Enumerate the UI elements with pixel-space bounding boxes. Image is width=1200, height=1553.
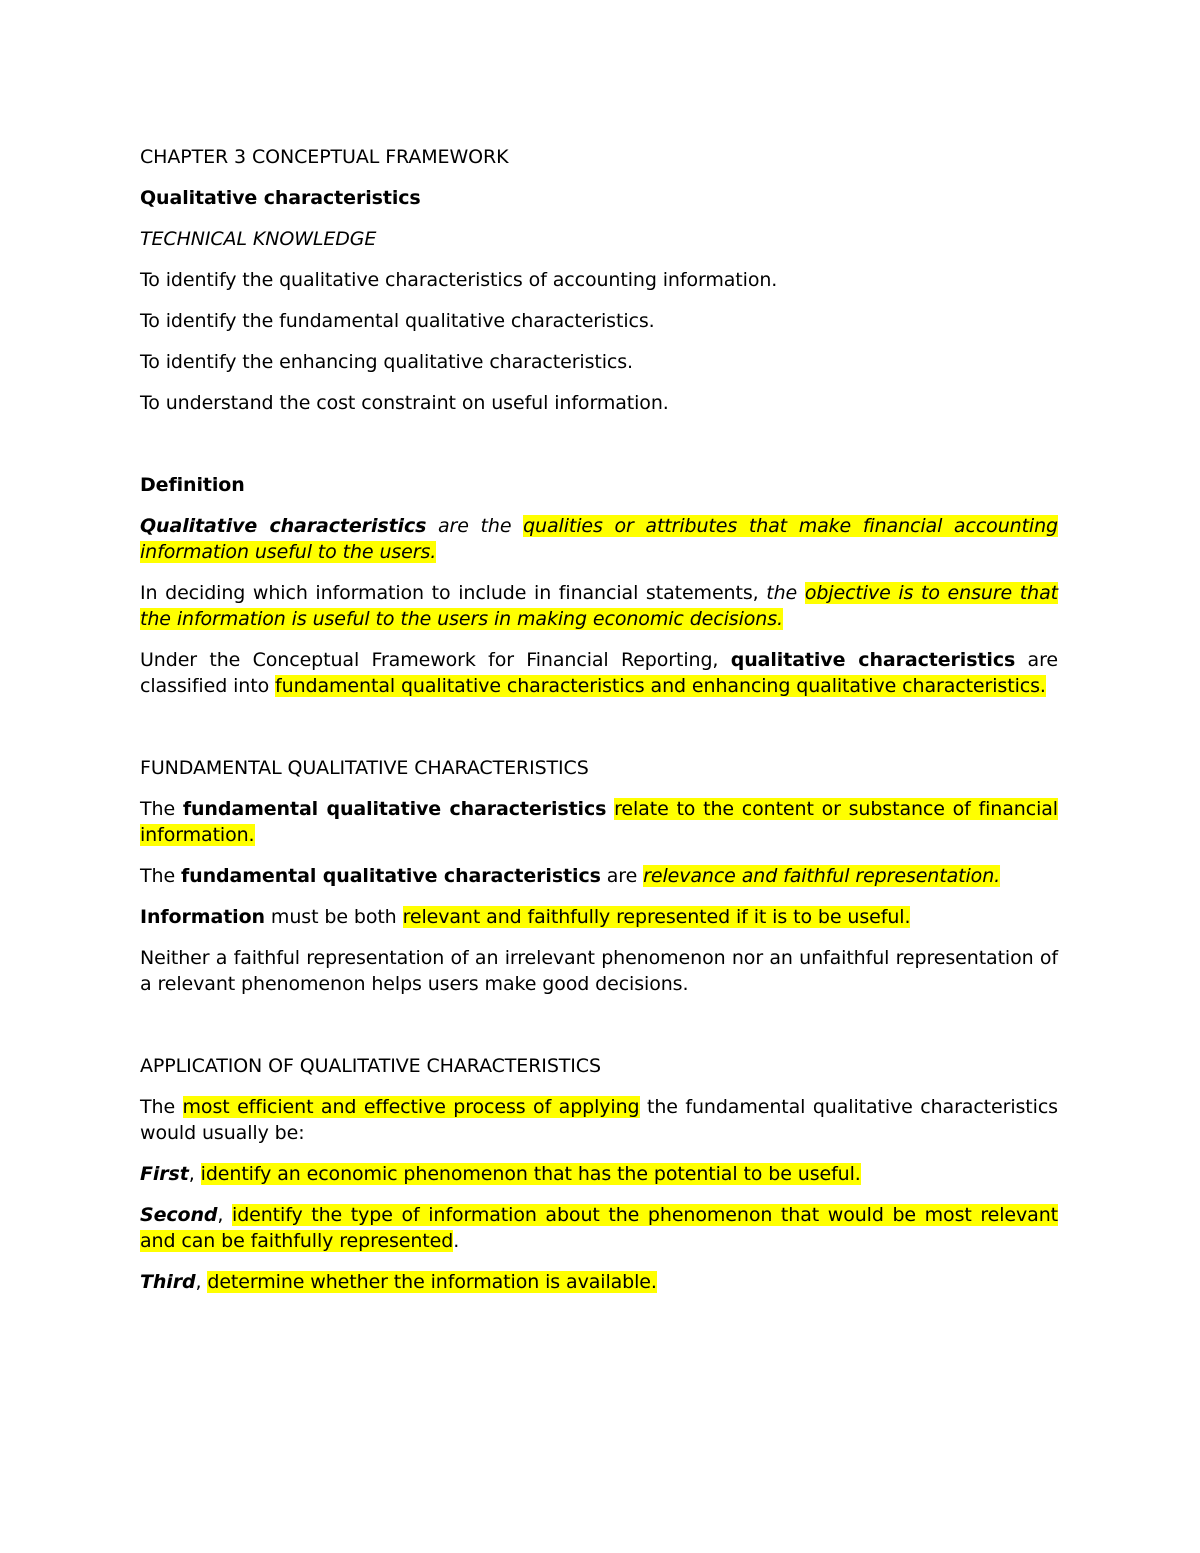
spacer: [140, 714, 1058, 755]
application-paragraph-1: [140, 1094, 1058, 1146]
term: fundamental qualitative characteristics: [182, 798, 607, 820]
text: Under the Conceptual Framework for Financial Reporting,: [140, 649, 731, 671]
text: must be both: [264, 906, 403, 928]
objective-2: To identify the fundamental qualitative characteristics.: [140, 310, 655, 332]
step-label: Third: [140, 1271, 196, 1293]
fundamental-paragraph-4: Neither a faithful representation of an irrelevant phenomenon nor an unfaithful representation of a relevant phenomenon helps users make good decisions.: [140, 947, 1058, 995]
text: are the: [426, 515, 524, 537]
term: fundamental qualitative characteristics: [180, 865, 601, 887]
text: The: [140, 865, 181, 887]
text: The: [140, 1096, 183, 1118]
term: Qualitative characteristics: [140, 515, 427, 537]
highlighted-text: identify the type of information about the phenomenon that would be most relevant and can be faithfully represented: [140, 1204, 1058, 1252]
highlighted-text: relate to the content or substance of financial information.: [140, 798, 1058, 846]
step-second: [140, 1202, 1058, 1254]
text: .: [453, 1230, 460, 1252]
highlighted-text: determine whether the information is available.: [207, 1271, 657, 1293]
application-heading: APPLICATION OF QUALITATIVE CHARACTERISTICS: [140, 1055, 601, 1077]
highlighted-text: relevance and faithful representation.: [643, 865, 1001, 887]
section-title: Qualitative characteristics: [140, 187, 421, 209]
objective-3: To identify the enhancing qualitative characteristics.: [140, 351, 633, 373]
term: qualitative characteristics: [730, 649, 1016, 671]
step-label: Second: [140, 1204, 218, 1226]
text: the fundamental qualitative characteristics would usually be:: [140, 1096, 1058, 1144]
highlighted-text: objective is to ensure that the information is useful to the users in making economic decisions.: [140, 582, 1058, 630]
definition-paragraph-3: [140, 647, 1058, 699]
highlighted-text: identify an economic phenomenon that has the potential to be useful.: [200, 1163, 861, 1185]
step-first: [140, 1161, 1058, 1187]
text: In deciding which information to include in financial statements,: [140, 582, 767, 604]
highlighted-text: fundamental qualitative characteristics and enhancing qualitative characteristics.: [275, 675, 1046, 697]
document-body: [140, 144, 1058, 1310]
text: ,: [195, 1271, 208, 1293]
fundamental-heading: FUNDAMENTAL QUALITATIVE CHARACTERISTICS: [140, 757, 589, 779]
technical-knowledge-label: TECHNICAL KNOWLEDGE: [140, 228, 377, 250]
definition-paragraph-2: [140, 580, 1058, 632]
fundamental-paragraph-3: [140, 904, 1058, 930]
definition-paragraph-1: [140, 513, 1058, 565]
term: Information: [140, 906, 265, 928]
fundamental-paragraph-1: [140, 796, 1058, 848]
step-label: First: [140, 1163, 189, 1185]
text: are classified into: [140, 649, 1058, 697]
step-third: [140, 1269, 1058, 1295]
highlighted-text: most efficient and effective process of applying: [182, 1096, 640, 1118]
definition-heading: Definition: [140, 474, 245, 496]
text: ,: [217, 1204, 233, 1226]
text: The: [140, 798, 183, 820]
highlighted-text: relevant and faithfully represented if it is to be useful.: [402, 906, 911, 928]
text: [606, 798, 614, 820]
objective-1: To identify the qualitative characteristics of accounting information.: [140, 269, 778, 291]
text: the: [766, 582, 798, 604]
chapter-title: CHAPTER 3 CONCEPTUAL FRAMEWORK: [140, 146, 509, 168]
highlighted-text: qualities or attributes that make financial accounting information useful to the users.: [140, 515, 1059, 563]
text: [797, 582, 805, 604]
fundamental-paragraph-2: [140, 863, 1058, 889]
objective-4: To understand the cost constraint on useful information.: [140, 392, 669, 414]
spacer: [140, 431, 1058, 472]
text: are: [600, 865, 644, 887]
text: ,: [188, 1163, 201, 1185]
spacer: [140, 1012, 1058, 1053]
